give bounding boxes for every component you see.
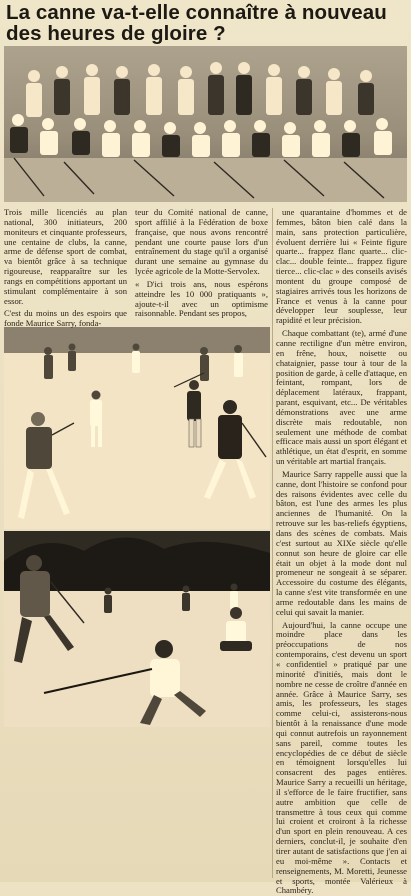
col3-paragraph-1: une quarantaine d'hommes et de femmes, bâton bien calé dans la main, sans protection particulière, évoluent derrière lui « Feinte figure quarte... frappez flanc quarte... clic-clac... double feinte... frappez figure tierce... clic-clac » des conseils avisés montent du groupe composé de stagiaires arrivés tous les horizons de France et venus à la canne pour développer leur souplesse, leur rapidité et leur précision.	[276, 207, 407, 326]
col1-paragraph-2: C'est du moins un des espoirs que fonde Maurice Sarry, fonda-	[4, 308, 127, 329]
article-column-1	[4, 208, 127, 329]
col3-paragraph-4: Aujourd'hui, la canne occupe une moindre place dans les préoccupations de nos contemporains, c'est devenu un sport « confidentiel » pratiqué par une minorité d'initiés, mais dont le nombre ne cesse de croître d'année en année. Grâce à Maurice Sarry, ses amis, les professeurs, les stages comme celui-ci, assisterons-nous bientôt à la renaissance d'une mode qui connut autrefois un rayonnement sans pareil, comme toutes les encyclopédies de ce début de siècle en témoignent lorsqu'elles lui consacrent des pages entières. Maurice Sarry a recueilli un héritage, il s'efforce de le faire fructifier, sans autre ambition que celle de transmettre à tous ceux qui comme lui croient et croiront à la richesse d'un sport en plein renouveau. A ces derniers, conclut-il, je souhaite d'en tirer autant de satisfactions que j'en ai eu moi-même ». Contacts et renseignements, M. Moretti, Jeunesse et sports, montée Valérieux à Chambéry.	[276, 619, 407, 896]
col3-paragraph-3: Maurice Sarry rappelle aussi que la canne, dont l'histoire se confond pour des raisons évidentes avec celle du bâton, est l'une des armes les plus anciennes de l'humanité. On la retrouve sur les bas-reliefs égyptiens, dans des scènes de combats. Mais c'est surtout au XIXe siècle qu'elle connut son heure de gloire car elle était un objet à la mode dont nul promeneur ne songeait à se séparer. Accessoire du costume des élégants, la canne s'est vite transformée en une arme redoutable dans les mains de celui qui savait la manier.	[276, 468, 407, 617]
article-column-3	[276, 207, 407, 896]
col2-paragraph-1: teur du Comité national de canne, sport affilié à la Fédération de boxe française, que nous avons rencontré pendant une courte pause lors d'un entraînement du stage qu'il a organisé durant une semaine au gymnase du lycée agricole de la Motte-Servolex.	[135, 207, 268, 277]
training-photo-gym	[4, 327, 270, 529]
headline: La canne va-t-elle connaître à nouveau des heures de gloire ?	[6, 1, 387, 45]
col2-paragraph-2: « D'ici trois ans, nous espérons atteindre les 10 000 pratiquants », ajoute-t-il avec un optimisme raisonnable. Pendant ses propos,	[135, 278, 268, 319]
column-rule	[272, 208, 273, 878]
group-photo	[4, 46, 407, 202]
article-column-2	[135, 208, 268, 319]
col1-paragraph-1: Trois mille licenciés au plan national, 300 initiateurs, 200 moniteurs et cinquante professeurs, une centaine de clubs, la canne, arme de défense sport de combat, va bientôt grâce à sa technique rigoureuse, reapparaître sur les rangs en compétitions apportant un stimulant complémentaire à son essor.	[4, 207, 127, 306]
training-photo-outdoor	[4, 531, 270, 727]
col3-paragraph-2: Chaque combattant (te), armé d'une canne rectiligne d'un mètre environ, en frêne, houx, noisette ou chataignier, passe tour à tour de la position de garde, à celle d'attaque, en feintant, rompant, lors de déplacement latéraux, frappant, parant, esquivant, etc... De véritables démonstrations avec une arme discrète mais redoutable, non seulement une méthode de combat efficace mais aussi un sport élégant et athlétique, un état d'esprit, en somme un véritable art martial français.	[276, 328, 407, 467]
